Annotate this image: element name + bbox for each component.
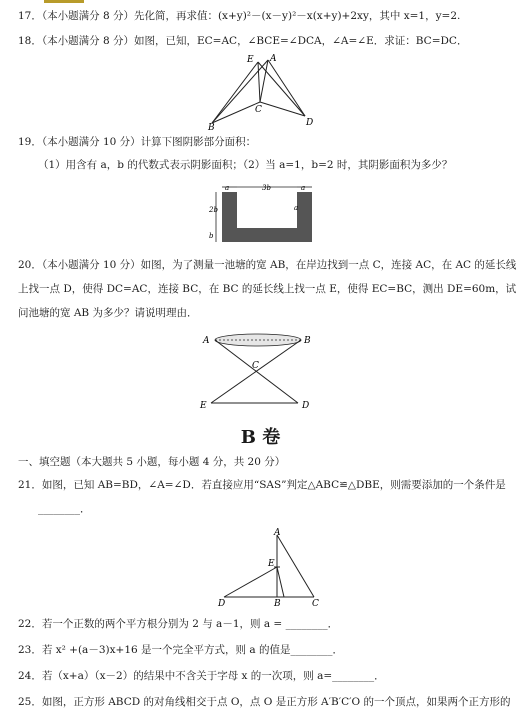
q19-label-a-right: a [301,184,306,192]
q20-figure [198,328,323,414]
q19-figure [206,182,316,244]
q18-label-E: E [247,55,254,65]
question-25: 25．如图，正方形 ABCD 的对角线相交于点 O，点 O 是正方形 A′B′C′O 的一个顶点，如果两个正方形的 [18,696,511,708]
question-20-line-2: 上找一点 D，使得 DC=AC，连接 BC，在 BC 的延长线上找一点 E，使得 EC=BC，测出 DE=60m，试 [18,283,517,295]
question-18: 18．（本小题满分 8 分）如图，已知，EC=AC，∠BCE=∠DCA，∠A=∠E．求证：BC=DC． [18,35,468,47]
q20-line-BE [211,340,301,403]
q20-label-E: E [200,401,207,411]
q20-label-B: B [304,336,311,346]
q18-figure [200,52,320,130]
question-22: 22．若一个正数的两个平方根分别为 2 与 a－1，则 a = ________． [18,618,339,630]
q21-line-DE [224,567,277,597]
q21-label-A: A [274,528,281,538]
question-21: 21．如图，已知 AB=BD，∠A=∠D．若直接应用“SAS”判定△ABC≌△DBE，则需要添加的一个条件是 [18,479,506,491]
q21-line-EC [277,567,284,597]
q21-line-AC [277,535,314,597]
q21-figure [214,527,324,609]
q18-line-AD [268,60,305,116]
q18-line-BC [212,102,260,123]
q21-label-B: B [274,599,281,609]
question-20-line-1: 20．（本小题满分 10 分）如图，为了测量一池塘的宽 AB，在岸边找到一点 C，连接 AC，在 AC 的延长线 [18,259,517,271]
q19-label-a-inner: a [294,204,299,212]
question-21-answer-line: ________． [38,503,91,515]
q20-label-C: C [252,361,259,371]
q20-label-A: A [203,336,210,346]
q21-label-C: C [312,599,319,609]
q19-label-b: b [209,232,214,240]
question-17: 17．（本小题满分 8 分）先化简，再求值：(x+y)²－(x－y)²－x(x+y)+2xy，其中 x=1，y=2. [18,10,461,22]
question-19-stem: 19．（本小题满分 10 分）计算下图阴影部分面积： [18,136,257,148]
q18-label-C: C [255,105,262,115]
section-b-title: B 卷 [240,427,281,448]
q18-label-D: D [306,118,314,128]
q18-label-A: A [270,54,277,64]
q19-label-3b: 3b [262,184,271,192]
question-23: 23．若 x² +(a－3)x+16 是一个完全平方式，则 a 的值是________． [18,644,343,656]
q19-label-2b: 2b [209,206,218,214]
q21-label-E: E [268,559,275,569]
q19-inner-cutout [237,192,297,228]
q20-label-D: D [302,401,310,411]
question-20-line-3: 问池塘的宽 AB 为多少？请说明理由． [18,307,198,319]
part-one-title: 一、填空题（本大题共 5 小题，每小题 4 分，共 20 分） [18,456,286,468]
question-19-parts: （1）用含有 a，b 的代数式表示阴影面积；（2）当 a=1，b=2 时，其阴影面积为多少？ [38,159,453,171]
q18-line-ED [258,62,305,116]
header-decoration [44,0,84,3]
q18-label-B: B [208,123,215,130]
q18-line-EB [212,62,258,123]
q18-line-EC [258,62,260,102]
q19-label-a-left: a [225,184,230,192]
question-24: 24．若（x+a）（x－2）的结果中不含关于字母 x 的一次项，则 a=________． [18,670,385,682]
q21-label-D: D [218,599,226,609]
